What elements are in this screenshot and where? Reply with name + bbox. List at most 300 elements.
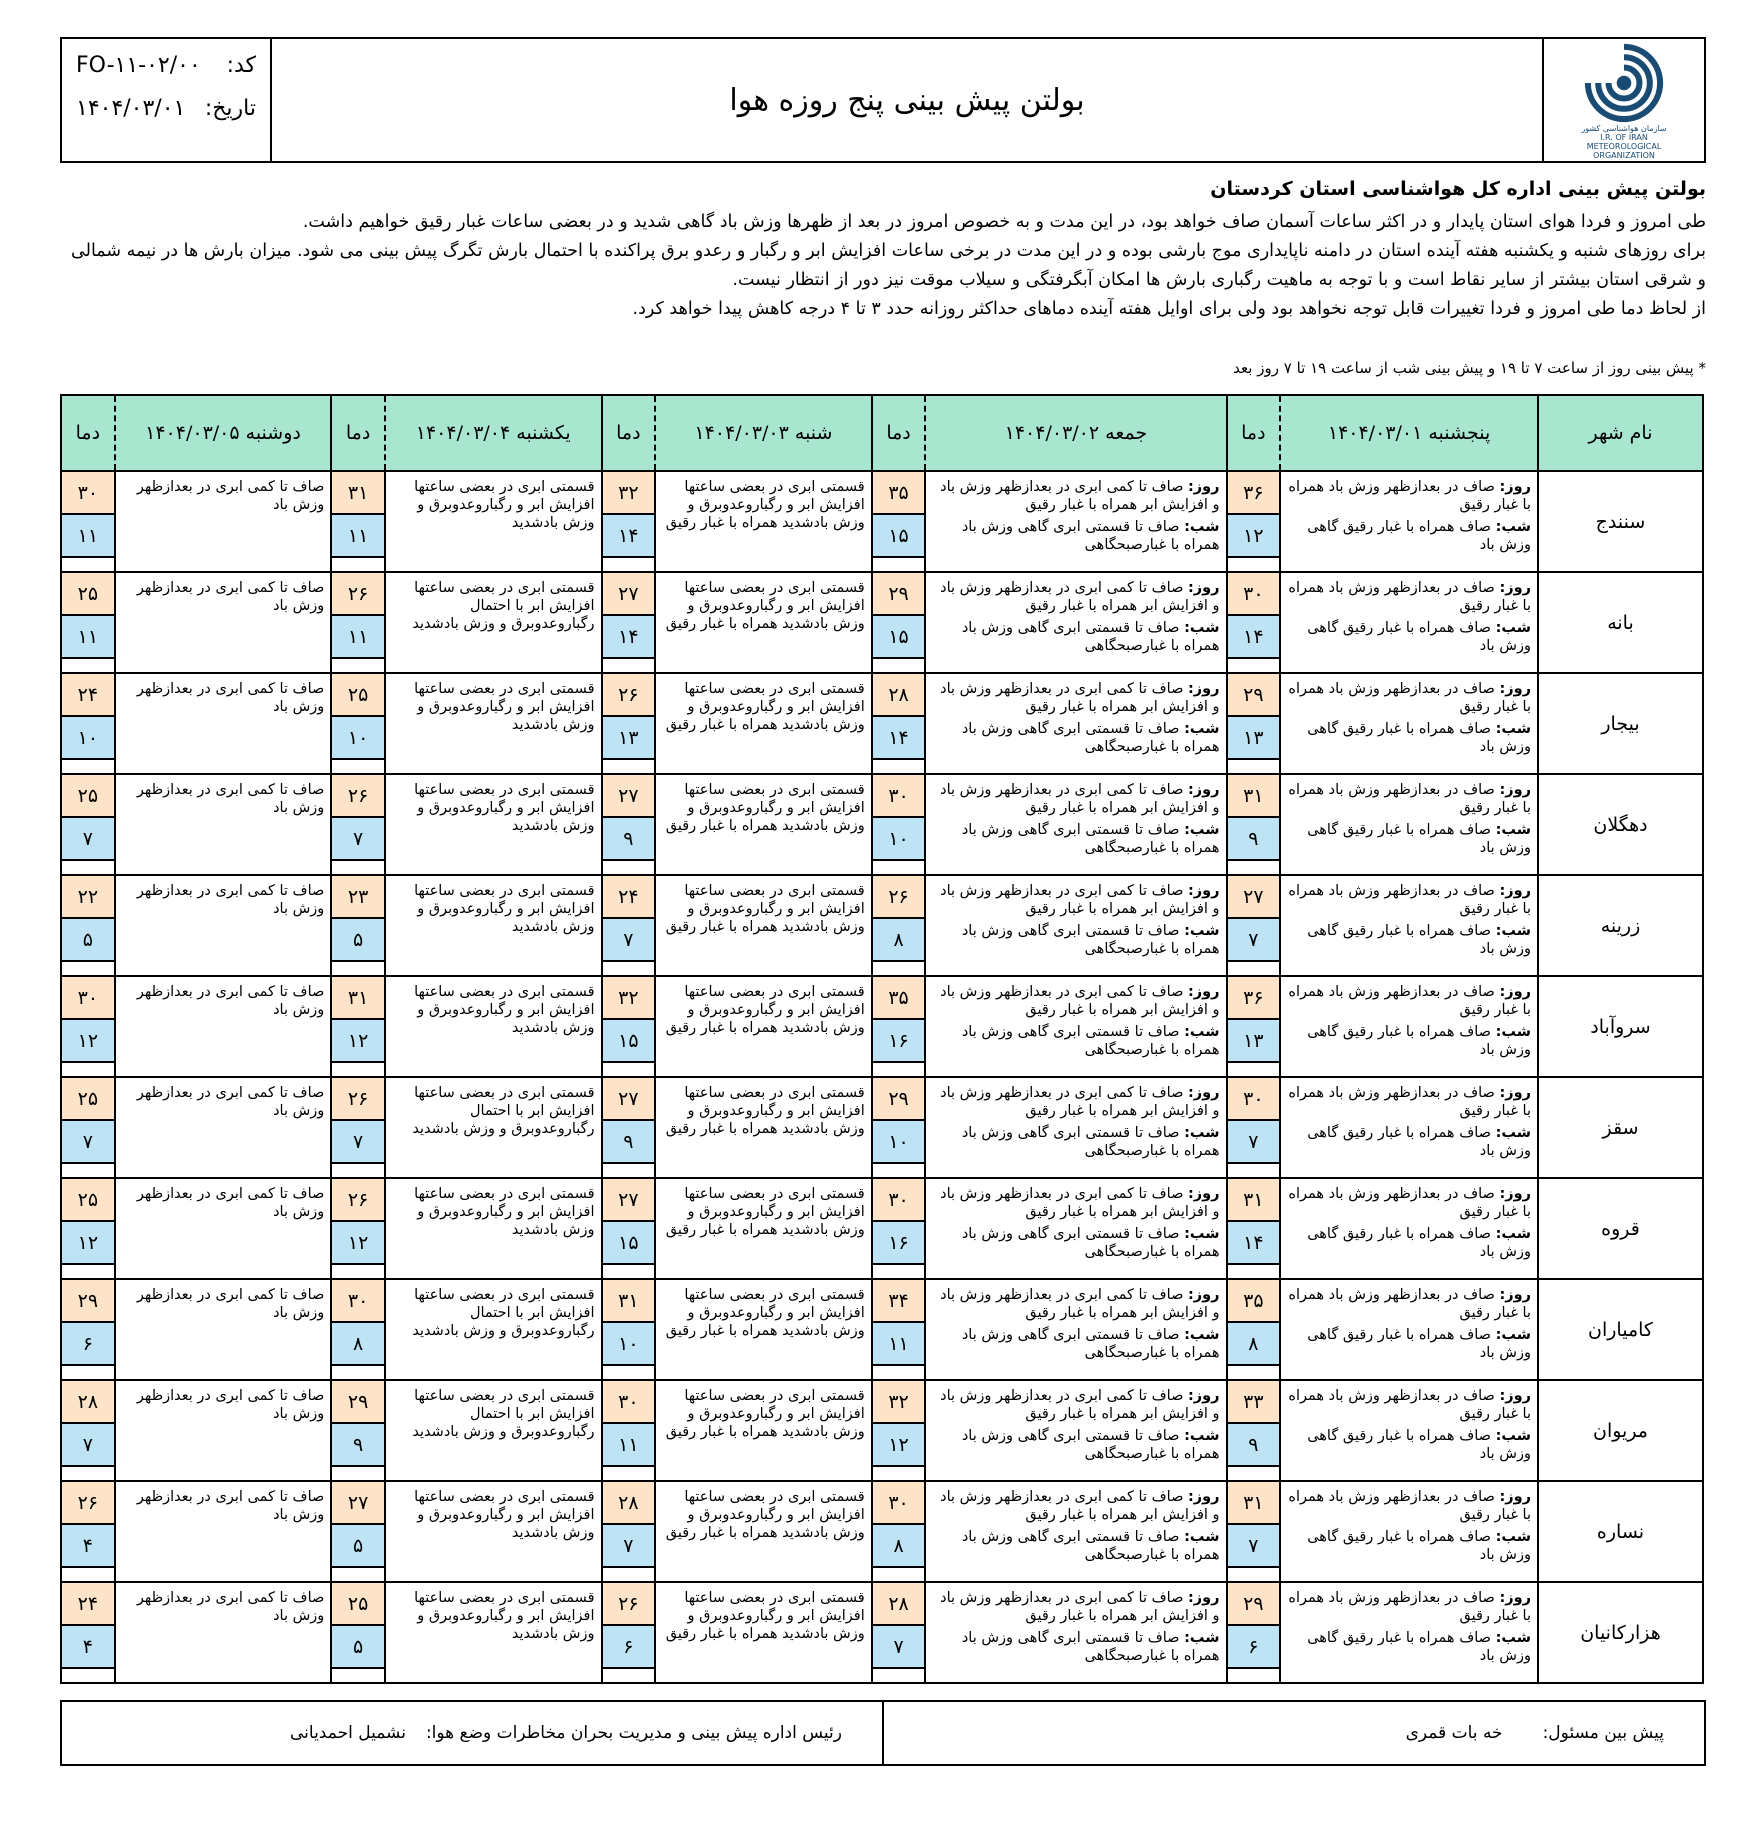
temperature-cell — [602, 572, 656, 673]
max-temperature: ۳۰ — [62, 977, 114, 1020]
forecast-text: صاف تا کمی ابری در بعدازظهر وزش باد — [136, 883, 325, 917]
forecast-description — [925, 471, 1226, 572]
forecast-description — [385, 673, 602, 774]
day-label: روز: — [1188, 984, 1220, 1000]
day-label: روز: — [1188, 681, 1220, 697]
forecast-description — [655, 1279, 872, 1380]
max-temperature: ۳۳ — [1228, 1381, 1280, 1424]
max-temperature: ۳۰ — [873, 1482, 925, 1525]
forecast-description — [925, 673, 1226, 774]
night-label: شب: — [1495, 1428, 1531, 1444]
night-forecast — [1285, 1629, 1531, 1665]
min-temperature: ۱۳ — [1228, 1020, 1280, 1063]
min-temperature: ۱۲ — [873, 1424, 925, 1467]
temperature-cell — [1227, 875, 1281, 976]
night-forecast — [930, 518, 1219, 554]
forecast-description — [385, 1279, 602, 1380]
max-temperature: ۲۵ — [62, 1179, 114, 1222]
table-row — [61, 1279, 1703, 1380]
day-label: روز: — [1188, 479, 1220, 495]
max-temperature: ۲۹ — [873, 1078, 925, 1121]
day-forecast — [1285, 1084, 1531, 1120]
min-temperature: ۱۵ — [873, 515, 925, 558]
night-label: شب: — [1495, 1327, 1531, 1343]
table-row — [61, 1582, 1703, 1683]
table-row — [61, 976, 1703, 1077]
forecast-description — [115, 572, 332, 673]
forecast-description — [925, 976, 1226, 1077]
forecast-description — [115, 471, 332, 572]
forecast-description — [655, 976, 872, 1077]
max-temperature: ۲۴ — [603, 876, 655, 919]
forecast-text: قسمتی ابری در بعضی ساعتها افزایش ابر و رگباروعدوبرق و وزش بادشدید — [414, 1489, 595, 1541]
max-temperature: ۳۰ — [603, 1381, 655, 1424]
temperature-cell — [61, 976, 115, 1077]
temperature-cell — [1227, 572, 1281, 673]
table-row — [61, 1481, 1703, 1582]
temp-column-header: دما — [872, 395, 926, 471]
day-forecast-text: صاف در بعدازظهر وزش باد همراه با غبار رقیق — [1288, 883, 1531, 917]
forecast-text: صاف تا کمی ابری در بعدازظهر وزش باد — [136, 580, 325, 614]
temperature-cell — [1227, 976, 1281, 1077]
max-temperature: ۲۹ — [332, 1381, 384, 1424]
temperature-cell — [872, 673, 926, 774]
min-temperature: ۱۳ — [1228, 717, 1280, 760]
summary-paragraph: طی امروز و فردا هوای استان پایدار و در اکثر ساعات آسمان صاف خواهد بود، در این مدت و به خصوص امروز در بعد از ظهرها وزش باد گاهی شدید و در بعضی ساعات غبار رقیق خواهیم داشت. — [302, 212, 1706, 232]
forecast-description — [1280, 1481, 1538, 1582]
min-temperature: ۸ — [873, 919, 925, 962]
max-temperature: ۲۸ — [603, 1482, 655, 1525]
min-temperature: ۱۴ — [1228, 1222, 1280, 1265]
night-forecast-text: صاف تا قسمتی ابری گاهی وزش باد همراه با غبارصبحگاهی — [961, 822, 1220, 856]
day-forecast-text: صاف در بعدازظهر وزش باد همراه با غبار رقیق — [1288, 1388, 1531, 1422]
day-forecast-text: صاف در بعدازظهر وزش باد همراه با غبار رقیق — [1288, 1287, 1531, 1321]
max-temperature: ۳۴ — [873, 1280, 925, 1323]
night-forecast — [930, 1528, 1219, 1564]
max-temperature: ۳۶ — [1228, 977, 1280, 1020]
night-forecast-text: صاف همراه با غبار رقیق گاهی وزش باد — [1307, 519, 1531, 553]
min-temperature: ۱۴ — [603, 616, 655, 659]
temperature-cell — [872, 572, 926, 673]
temperature-cell — [872, 1178, 926, 1279]
forecast-description — [925, 774, 1226, 875]
temperature-cell — [331, 1380, 385, 1481]
temperature-cell — [872, 1077, 926, 1178]
temperature-cell — [872, 1279, 926, 1380]
day-label: روز: — [1499, 681, 1531, 697]
max-temperature: ۲۵ — [332, 1583, 384, 1626]
forecast-description — [385, 976, 602, 1077]
forecast-text: قسمتی ابری در بعضی ساعتها افزایش ابر و رگباروعدوبرق و وزش بادشدید همراه با غبار رقیق — [665, 479, 865, 531]
night-label: شب: — [1495, 1630, 1531, 1646]
max-temperature: ۲۷ — [1228, 876, 1280, 919]
city-name: هزارکانیان — [1538, 1582, 1703, 1683]
forecast-description — [115, 1582, 332, 1683]
forecast-text: قسمتی ابری در بعضی ساعتها افزایش ابر و رگباروعدوبرق و وزش بادشدید — [414, 1590, 595, 1642]
night-forecast-text: صاف همراه با غبار رقیق گاهی وزش باد — [1307, 1125, 1531, 1159]
forecast-text: قسمتی ابری در بعضی ساعتها افزایش ابر و رگباروعدوبرق و وزش بادشدید — [414, 681, 595, 733]
day-label: روز: — [1499, 1186, 1531, 1202]
table-row — [61, 572, 1703, 673]
day-label: روز: — [1188, 1287, 1220, 1303]
city-name: بانه — [1538, 572, 1703, 673]
max-temperature: ۲۷ — [603, 1078, 655, 1121]
form-header — [60, 37, 1706, 163]
head-label: رئیس اداره پیش بینی و مدیریت بحران مخاطرات وضع هوا: — [425, 1723, 842, 1743]
forecast-text: قسمتی ابری در بعضی ساعتها افزایش ابر و رگباروعدوبرق و وزش بادشدید — [414, 883, 595, 935]
forecast-description — [115, 875, 332, 976]
forecast-text: قسمتی ابری در بعضی ساعتها افزایش ابر و رگباروعدوبرق و وزش بادشدید — [414, 1186, 595, 1238]
day-forecast — [930, 781, 1219, 817]
min-temperature: ۹ — [603, 1121, 655, 1164]
night-forecast-text: صاف تا قسمتی ابری گاهی وزش باد همراه با غبارصبحگاهی — [961, 1024, 1220, 1058]
night-forecast — [1285, 1528, 1531, 1564]
city-name: دهگلان — [1538, 774, 1703, 875]
temperature-cell — [331, 875, 385, 976]
min-temperature: ۷ — [62, 1121, 114, 1164]
day-label: روز: — [1188, 580, 1220, 596]
max-temperature: ۳۱ — [1228, 775, 1280, 818]
day-label: روز: — [1188, 1186, 1220, 1202]
night-forecast — [1285, 1225, 1531, 1261]
temp-column-header: دما — [61, 395, 115, 471]
night-forecast-text: صاف تا قسمتی ابری گاهی وزش باد همراه با غبارصبحگاهی — [961, 1327, 1220, 1361]
min-temperature: ۷ — [1228, 1525, 1280, 1568]
temp-column-header: دما — [331, 395, 385, 471]
forecast-text: صاف تا کمی ابری در بعدازظهر وزش باد — [136, 1388, 325, 1422]
night-label: شب: — [1184, 721, 1220, 737]
temperature-cell — [61, 572, 115, 673]
day-label: روز: — [1499, 1287, 1531, 1303]
forecast-text: صاف تا کمی ابری در بعدازظهر وزش باد — [136, 1287, 325, 1321]
temperature-cell — [602, 1582, 656, 1683]
temperature-cell — [331, 774, 385, 875]
temperature-cell — [872, 1380, 926, 1481]
max-temperature: ۲۷ — [603, 1179, 655, 1222]
summary-heading: بولتن پیش بینی اداره کل هواشناسی استان کردستان — [1210, 178, 1706, 200]
day-forecast — [930, 478, 1219, 514]
forecast-text: قسمتی ابری در بعضی ساعتها افزایش ابر و رگباروعدوبرق و وزش بادشدید — [414, 984, 595, 1036]
day-forecast-text: صاف تا کمی ابری در بعدازظهر وزش باد و افزایش ابر همراه با غبار رقیق — [940, 1388, 1220, 1422]
min-temperature: ۶ — [1228, 1626, 1280, 1669]
forecast-description — [655, 471, 872, 572]
city-name: کامیاران — [1538, 1279, 1703, 1380]
night-forecast-text: صاف همراه با غبار رقیق گاهی وزش باد — [1307, 1630, 1531, 1664]
temperature-cell — [61, 471, 115, 572]
forecast-text: قسمتی ابری در بعضی ساعتها افزایش ابر و رگباروعدوبرق و وزش بادشدید همراه با غبار رقیق — [665, 1590, 865, 1642]
forecast-description — [655, 1178, 872, 1279]
day-forecast-text: صاف تا کمی ابری در بعدازظهر وزش باد و افزایش ابر همراه با غبار رقیق — [940, 984, 1220, 1018]
min-temperature: ۱۰ — [332, 717, 384, 760]
forecast-description — [1280, 875, 1538, 976]
forecast-text: قسمتی ابری در بعضی ساعتها افزایش ابر و رگباروعدوبرق و وزش بادشدید همراه با غبار رقیق — [665, 984, 865, 1036]
max-temperature: ۲۸ — [62, 1381, 114, 1424]
city-name: نساره — [1538, 1481, 1703, 1582]
forecast-description — [655, 774, 872, 875]
forecast-description — [385, 471, 602, 572]
day-forecast — [1285, 781, 1531, 817]
day-label: روز: — [1188, 1085, 1220, 1101]
night-forecast-text: صاف همراه با غبار رقیق گاهی وزش باد — [1307, 1327, 1531, 1361]
table-header-row — [61, 395, 1703, 471]
forecast-description — [115, 976, 332, 1077]
forecast-text: قسمتی ابری در بعضی ساعتها افزایش ابر و رگباروعدوبرق و وزش بادشدید — [414, 479, 595, 531]
day-label: روز: — [1499, 1590, 1531, 1606]
temperature-cell — [1227, 673, 1281, 774]
forecast-text: قسمتی ابری در بعضی ساعتها افزایش ابر و رگباروعدوبرق و وزش بادشدید همراه با غبار رقیق — [665, 1186, 865, 1238]
day-column-header: پنجشنبه ۱۴۰۴/۰۳/۰۱ — [1280, 395, 1538, 471]
city-name: سنندج — [1538, 471, 1703, 572]
night-forecast — [1285, 922, 1531, 958]
temperature-cell — [61, 1380, 115, 1481]
max-temperature: ۲۹ — [873, 573, 925, 616]
day-column-header: دوشنبه ۱۴۰۴/۰۳/۰۵ — [115, 395, 332, 471]
max-temperature: ۲۶ — [332, 1179, 384, 1222]
night-forecast — [1285, 1326, 1531, 1362]
forecast-text: قسمتی ابری در بعضی ساعتها افزایش ابر و رگباروعدوبرق و وزش بادشدید همراه با غبار رقیق — [665, 1489, 865, 1541]
night-label: شب: — [1495, 822, 1531, 838]
night-forecast — [1285, 720, 1531, 756]
forecast-description — [1280, 1582, 1538, 1683]
temperature-cell — [602, 673, 656, 774]
min-temperature: ۷ — [332, 1121, 384, 1164]
min-temperature: ۶ — [603, 1626, 655, 1669]
bulletin-title: بولتن پیش بینی پنج روزه هوا — [729, 82, 1085, 118]
day-label: روز: — [1499, 1085, 1531, 1101]
logo-text-line: ORGANIZATION — [1593, 151, 1655, 160]
min-temperature: ۱۲ — [332, 1020, 384, 1063]
max-temperature: ۳۶ — [1228, 472, 1280, 515]
temperature-cell — [61, 673, 115, 774]
temperature-cell — [602, 875, 656, 976]
max-temperature: ۳۱ — [603, 1280, 655, 1323]
forecaster-label: پیش بین مسئول: — [1542, 1723, 1664, 1743]
max-temperature: ۲۶ — [332, 1078, 384, 1121]
min-temperature: ۱۱ — [603, 1424, 655, 1467]
temperature-cell — [872, 1582, 926, 1683]
max-temperature: ۲۴ — [62, 1583, 114, 1626]
forecast-description — [115, 1380, 332, 1481]
day-label: روز: — [1499, 479, 1531, 495]
night-forecast-text: صاف همراه با غبار رقیق گاهی وزش باد — [1307, 1226, 1531, 1260]
forecast-text: قسمتی ابری در بعضی ساعتها افزایش ابر و رگباروعدوبرق و وزش بادشدید همراه با غبار رقیق — [665, 1085, 865, 1137]
min-temperature: ۱۶ — [873, 1222, 925, 1265]
forecast-description — [655, 875, 872, 976]
temperature-cell — [1227, 1077, 1281, 1178]
temperature-cell — [1227, 1178, 1281, 1279]
temperature-cell — [61, 1481, 115, 1582]
min-temperature: ۷ — [332, 818, 384, 861]
min-temperature: ۷ — [603, 919, 655, 962]
forecast-description — [655, 1582, 872, 1683]
night-forecast — [930, 1023, 1219, 1059]
day-forecast — [1285, 1589, 1531, 1625]
max-temperature: ۲۵ — [332, 674, 384, 717]
table-row — [61, 1077, 1703, 1178]
day-forecast-text: صاف تا کمی ابری در بعدازظهر وزش باد و افزایش ابر همراه با غبار رقیق — [940, 883, 1220, 917]
city-name: زرینه — [1538, 875, 1703, 976]
forecast-description — [1280, 1279, 1538, 1380]
night-forecast — [930, 1225, 1219, 1261]
max-temperature: ۳۵ — [873, 977, 925, 1020]
temperature-cell — [872, 875, 926, 976]
max-temperature: ۳۲ — [603, 977, 655, 1020]
max-temperature: ۳۵ — [873, 472, 925, 515]
night-forecast — [1285, 518, 1531, 554]
day-forecast — [1285, 1488, 1531, 1524]
logo-text-line: I.R. OF IRAN — [1600, 133, 1648, 142]
forecast-text: صاف تا کمی ابری در بعدازظهر وزش باد — [136, 1489, 325, 1523]
max-temperature: ۳۲ — [603, 472, 655, 515]
night-label: شب: — [1495, 1529, 1531, 1545]
max-temperature: ۳۰ — [332, 1280, 384, 1323]
night-forecast — [930, 1629, 1219, 1665]
forecast-text: قسمتی ابری در بعضی ساعتها افزایش ابر و رگباروعدوبرق و وزش بادشدید همراه با غبار رقیق — [665, 681, 865, 733]
day-forecast-text: صاف تا کمی ابری در بعدازظهر وزش باد و افزایش ابر همراه با غبار رقیق — [940, 1287, 1220, 1321]
forecast-description — [385, 572, 602, 673]
max-temperature: ۲۸ — [873, 1583, 925, 1626]
temperature-cell — [1227, 1481, 1281, 1582]
forecast-text: صاف تا کمی ابری در بعدازظهر وزش باد — [136, 1085, 325, 1119]
temperature-cell — [61, 1077, 115, 1178]
night-forecast — [1285, 1023, 1531, 1059]
day-forecast-text: صاف تا کمی ابری در بعدازظهر وزش باد و افزایش ابر همراه با غبار رقیق — [940, 782, 1220, 816]
forecast-description — [925, 1279, 1226, 1380]
night-forecast — [930, 1326, 1219, 1362]
day-forecast — [930, 1488, 1219, 1524]
max-temperature: ۲۶ — [332, 775, 384, 818]
min-temperature: ۷ — [62, 818, 114, 861]
temperature-cell — [61, 1582, 115, 1683]
time-range-note: * پیش بینی روز از ساعت ۷ تا ۱۹ و پیش بینی شب از ساعت ۱۹ تا ۷ روز بعد — [1233, 359, 1706, 377]
temperature-cell — [331, 1481, 385, 1582]
city-name: قروه — [1538, 1178, 1703, 1279]
max-temperature: ۲۶ — [603, 674, 655, 717]
forecast-description — [115, 673, 332, 774]
night-forecast-text: صاف همراه با غبار رقیق گاهی وزش باد — [1307, 620, 1531, 654]
temperature-cell — [1227, 471, 1281, 572]
forecast-description — [655, 1077, 872, 1178]
min-temperature: ۵ — [62, 919, 114, 962]
forecast-text: قسمتی ابری در بعضی ساعتها افزایش ابر و رگباروعدوبرق و وزش بادشدید همراه با غبار رقیق — [665, 1388, 865, 1440]
logo-text-line: METEOROLOGICAL — [1586, 142, 1662, 151]
forecaster-box — [884, 1702, 1704, 1764]
forecast-description — [115, 1077, 332, 1178]
day-label: روز: — [1499, 1489, 1531, 1505]
temperature-cell — [602, 774, 656, 875]
max-temperature: ۳۰ — [873, 1179, 925, 1222]
date-value: ۱۴۰۴/۰۳/۰۱ — [76, 96, 186, 121]
forecast-description — [655, 673, 872, 774]
day-column-header: شنبه ۱۴۰۴/۰۳/۰۳ — [655, 395, 872, 471]
min-temperature: ۱۰ — [873, 1121, 925, 1164]
forecast-description — [925, 1077, 1226, 1178]
day-forecast — [930, 882, 1219, 918]
head-box — [62, 1702, 884, 1764]
day-forecast — [930, 983, 1219, 1019]
forecast-description — [385, 1481, 602, 1582]
night-label: شب: — [1184, 1630, 1220, 1646]
forecast-text: صاف تا کمی ابری در بعدازظهر وزش باد — [136, 984, 325, 1018]
forecast-description — [1280, 1077, 1538, 1178]
min-temperature: ۱۰ — [62, 717, 114, 760]
min-temperature: ۱۱ — [62, 515, 114, 558]
min-temperature: ۹ — [1228, 1424, 1280, 1467]
day-label: روز: — [1188, 1489, 1220, 1505]
day-label: روز: — [1188, 1388, 1220, 1404]
max-temperature: ۲۵ — [62, 573, 114, 616]
day-label: روز: — [1499, 782, 1531, 798]
summary-paragraph: از لحاظ دما طی امروز و فردا تغییرات قابل توجه نخواهد بود ولی برای اوایل هفته آینده دماهای حداکثر روزانه حدد ۳ تا ۴ درجه کاهش پیدا خواهد کرد. — [632, 299, 1706, 319]
day-forecast-text: صاف تا کمی ابری در بعدازظهر وزش باد و افزایش ابر همراه با غبار رقیق — [940, 1085, 1220, 1119]
forecast-description — [385, 875, 602, 976]
min-temperature: ۸ — [873, 1525, 925, 1568]
min-temperature: ۷ — [873, 1626, 925, 1669]
min-temperature: ۱۱ — [332, 515, 384, 558]
forecast-text: قسمتی ابری در بعضی ساعتها افزایش ابر با احتمال رگباروعدوبرق و وزش بادشدید — [412, 1388, 595, 1440]
max-temperature: ۲۶ — [332, 573, 384, 616]
night-label: شب: — [1184, 1125, 1220, 1141]
city-name: بیجار — [1538, 673, 1703, 774]
temperature-cell — [872, 1481, 926, 1582]
forecast-text: صاف تا کمی ابری در بعدازظهر وزش باد — [136, 1186, 325, 1220]
temperature-cell — [602, 1380, 656, 1481]
night-forecast — [930, 1427, 1219, 1463]
forecast-description — [655, 1481, 872, 1582]
temperature-cell — [331, 572, 385, 673]
max-temperature: ۳۱ — [1228, 1482, 1280, 1525]
day-forecast-text: صاف تا کمی ابری در بعدازظهر وزش باد و افزایش ابر همراه با غبار رقیق — [940, 1489, 1220, 1523]
forecast-description — [1280, 976, 1538, 1077]
day-forecast-text: صاف تا کمی ابری در بعدازظهر وزش باد و افزایش ابر همراه با غبار رقیق — [940, 479, 1220, 513]
forecast-text: صاف تا کمی ابری در بعدازظهر وزش باد — [136, 782, 325, 816]
night-forecast — [930, 619, 1219, 655]
temperature-cell — [331, 1582, 385, 1683]
night-label: شب: — [1495, 519, 1531, 535]
day-forecast — [1285, 579, 1531, 615]
forecast-text: صاف تا کمی ابری در بعدازظهر وزش باد — [136, 1590, 325, 1624]
day-forecast-text: صاف در بعدازظهر وزش باد همراه با غبار رقیق — [1288, 1085, 1531, 1119]
night-label: شب: — [1184, 1529, 1220, 1545]
forecast-text: قسمتی ابری در بعضی ساعتها افزایش ابر و رگباروعدوبرق و وزش بادشدید همراه با غبار رقیق — [665, 580, 865, 632]
forecast-description — [385, 1582, 602, 1683]
day-label: روز: — [1188, 1590, 1220, 1606]
max-temperature: ۲۶ — [603, 1583, 655, 1626]
day-forecast — [930, 1387, 1219, 1423]
forecast-text: قسمتی ابری در بعضی ساعتها افزایش ابر و رگباروعدوبرق و وزش بادشدید همراه با غبار رقیق — [665, 883, 865, 935]
max-temperature: ۲۵ — [62, 1078, 114, 1121]
forecast-description — [115, 1178, 332, 1279]
temp-column-header: دما — [1227, 395, 1281, 471]
summary-paragraph: برای روزهای شنبه و یکشنبه هفته آینده استان در دامنه ناپایداری موج بارشی بوده و در این مدت در برخی ساعات افزایش ابر و رگبار و رعدو برق پراکنده با احتمال بارش تگرگ پیش بینی می شود. میزان بارش ها در نیمه شمالی و شرقی استان بیشتر از سایر نقاط است و با توجه به ماهیت رگباری بارش ها امکان آبگرفتگی و سیلاب موقت نیز دور از انتظار نیست. — [71, 241, 1706, 290]
forecast-description — [1280, 471, 1538, 572]
forecast-text: صاف تا کمی ابری در بعدازظهر وزش باد — [136, 479, 325, 513]
night-forecast-text: صاف همراه با غبار رقیق گاهی وزش باد — [1307, 822, 1531, 856]
forecast-description — [385, 1077, 602, 1178]
night-forecast-text: صاف تا قسمتی ابری گاهی وزش باد همراه با غبارصبحگاهی — [961, 923, 1220, 957]
table-row — [61, 673, 1703, 774]
forecast-description — [1280, 572, 1538, 673]
form-code-box — [62, 39, 272, 161]
temp-column-header: دما — [602, 395, 656, 471]
min-temperature: ۷ — [62, 1424, 114, 1467]
night-forecast-text: صاف تا قسمتی ابری گاهی وزش باد همراه با غبارصبحگاهی — [961, 1428, 1220, 1462]
min-temperature: ۱۰ — [603, 1323, 655, 1366]
min-temperature: ۱۱ — [332, 616, 384, 659]
table-row — [61, 1380, 1703, 1481]
night-forecast-text: صاف همراه با غبار رقیق گاهی وزش باد — [1307, 721, 1531, 755]
date-label: تاریخ: — [204, 96, 256, 121]
